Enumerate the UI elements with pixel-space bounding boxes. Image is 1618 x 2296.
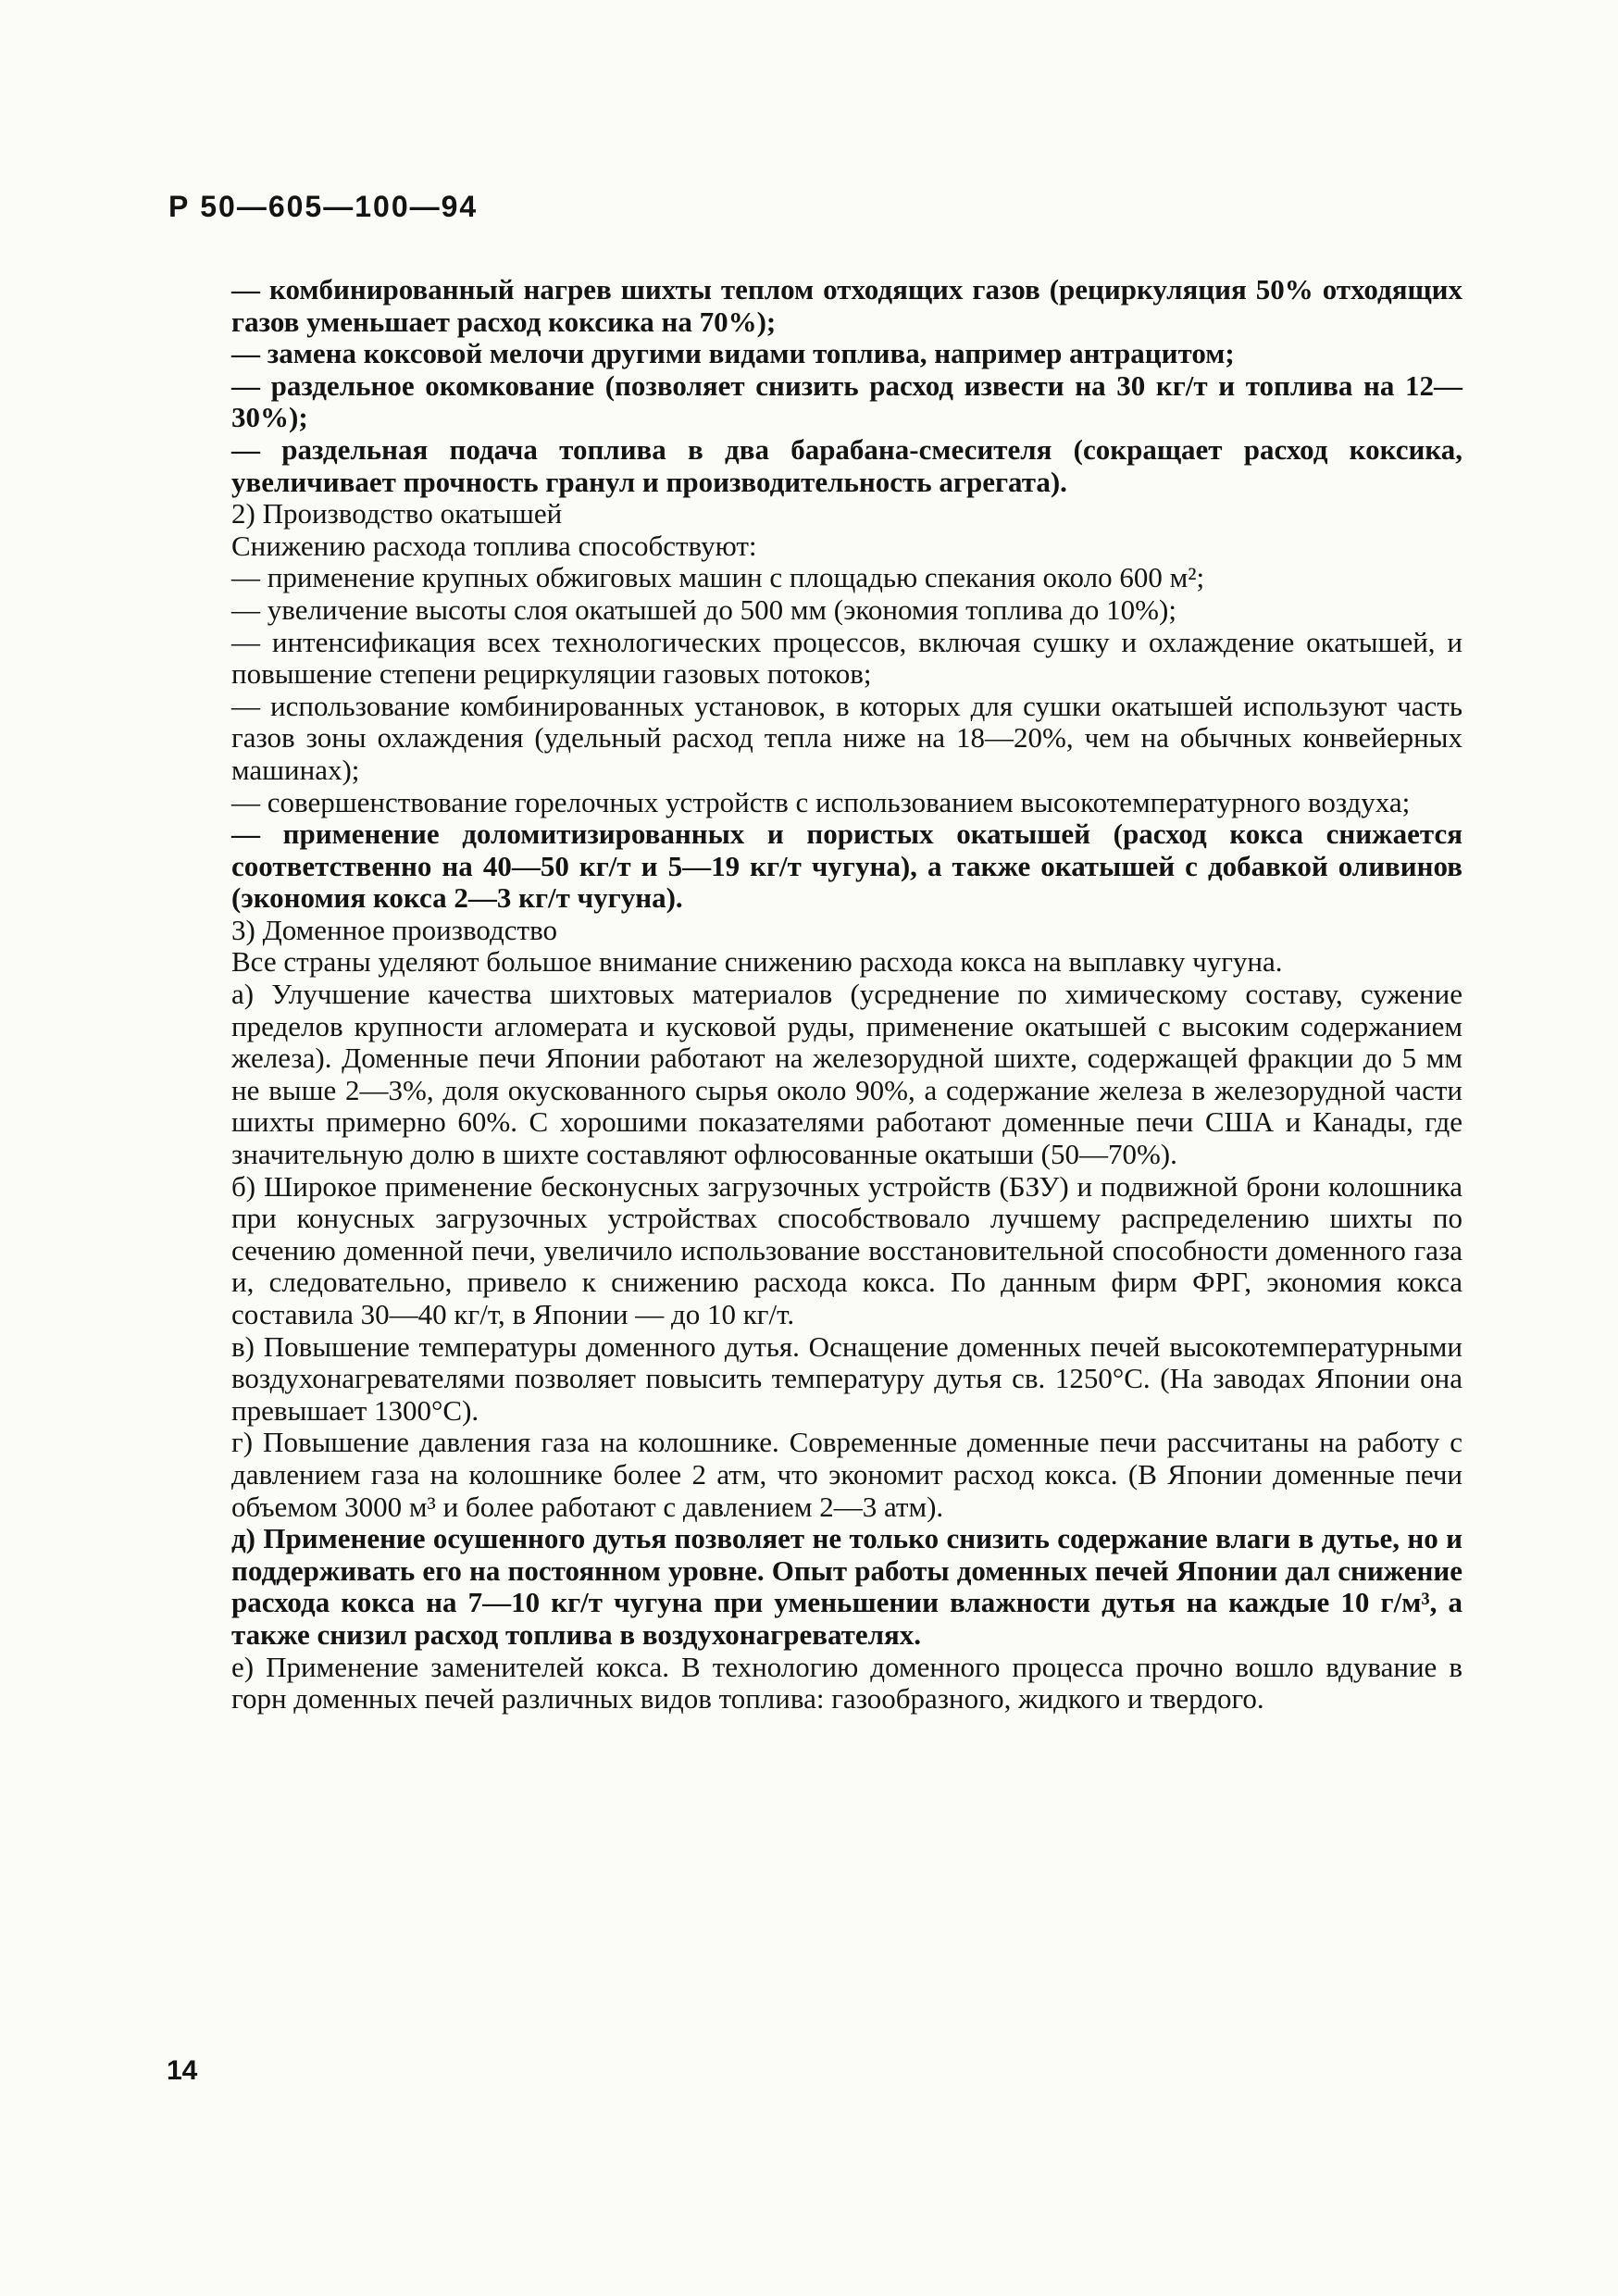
paragraph: г) Повышение давления газа на колошнике. Современные доменные печи рассчитаны на работу с давлением газа на колошнике более 2 атм, что экономит расход кокса. (В Японии доменные печи объемом 3000 м³ и более работают с давлением 2—3 атм). [231, 1426, 1462, 1523]
paragraph: — использование комбинированных установок, в которых для сушки окатышей используют часть газов зоны охлаждения (удельный расход тепла ниже на 18—20%, чем на обычных конвейерных машинах); [231, 689, 1462, 786]
paragraph: — применение доломитизированных и пористых окатышей (расход кокса снижается соответственно на 40—50 кг/т и 5—19 кг/т чугуна), а также окатышей с добавкой оливинов (экономия кокса 2—3 кг/т чугуна). [231, 817, 1462, 915]
section-heading: 2) Производство окатышей [231, 497, 563, 530]
paragraph: — интенсификация всех технологических процессов, включая сушку и охлаждение окатышей, и повышение степени рециркуляции газовых потоков; [231, 625, 1462, 691]
paragraph: — комбинированный нагрев шихты теплом отходящих газов (рециркуляция 50% отходящих газов уменьшает расход коксика на 70%); [231, 273, 1462, 338]
paragraph: б) Широкое применение бесконусных загрузочных устройств (БЗУ) и подвижной брони колошника при конусных загрузочных устройствах способствовало лучшему распределению шихты по сечению доменной печи, увеличило использование восстановительной способности доменного газа и, следовательно, привело к снижению расхода кокса. По данным фирм ФРГ, экономия кокса составила 30—40 кг/т, в Японии — до 10 кг/т. [231, 1169, 1462, 1330]
paragraph: Все страны уделяют большое внимание снижению расхода кокса на выплавку чугуна. [231, 945, 1283, 979]
paragraph: е) Применение заменителей кокса. В технологию доменного процесса прочно вошло вдувание в горн доменных печей различных видов топлива: газообразного, жидкого и твердого. [231, 1650, 1462, 1716]
document-header: Р 50—605—100—94 [168, 190, 479, 223]
paragraph: — совершенствование горелочных устройств с использованием высокотемпературного воздуха; [231, 785, 1411, 818]
document-body [231, 274, 1462, 1716]
paragraph: в) Повышение температуры доменного дутья. Оснащение доменных печей высокотемпературными воздухонагревателями позволяет повысить температуру дутья св. 1250°С. (На заводах Японии она превышает 1300°С). [231, 1329, 1462, 1427]
page-number: 14 [167, 2055, 198, 2086]
paragraph: а) Улучшение качества шихтовых материалов (усреднение по химическому составу, сужение пределов крупности агломерата и кусковой руды, применение окатышей с высоким содержанием железа). Доменные печи Японии работают на железорудной шихте, содержащей фракции до 5 мм не выше 2—3%, доля окускованного сырья около 90%, а содержание железа в железорудной части шихты примерно 60%. С хорошими показателями работают доменные печи США и Канады, где значительную долю в шихте составляют офлюсованные окатыши (50—70%). [231, 978, 1462, 1171]
paragraph: — замена коксовой мелочи другими видами топлива, например антрацитом; [231, 337, 1235, 370]
paragraph: д) Применение осушенного дутья позволяет не только снизить содержание влаги в дутье, но и поддерживать его на постоянном уровне. Опыт работы доменных печей Японии дал снижение расхода кокса на 7—10 кг/т чугуна при уменьшении влажности дутья на каждые 10 г/м³, а также снизил расход топлива в воздухонагревателях. [231, 1522, 1462, 1651]
paragraph: — увеличение высоты слоя окатышей до 500 мм (экономия топлива до 10%); [231, 593, 1176, 626]
paragraph: Снижению расхода топлива способствуют: [231, 529, 757, 562]
section-heading: 3) Доменное производство [231, 913, 558, 946]
paragraph: — применение крупных обжиговых машин с площадью спекания около 600 м²; [231, 561, 1205, 594]
paragraph: — раздельное окомкование (позволяет снизить расход извести на 30 кг/т и топлива на 12—30%); [231, 368, 1462, 434]
paragraph: — раздельная подача топлива в два барабана-смесителя (сокращает расход коксика, увеличивает прочность гранул и производительность агрегата). [231, 432, 1462, 498]
